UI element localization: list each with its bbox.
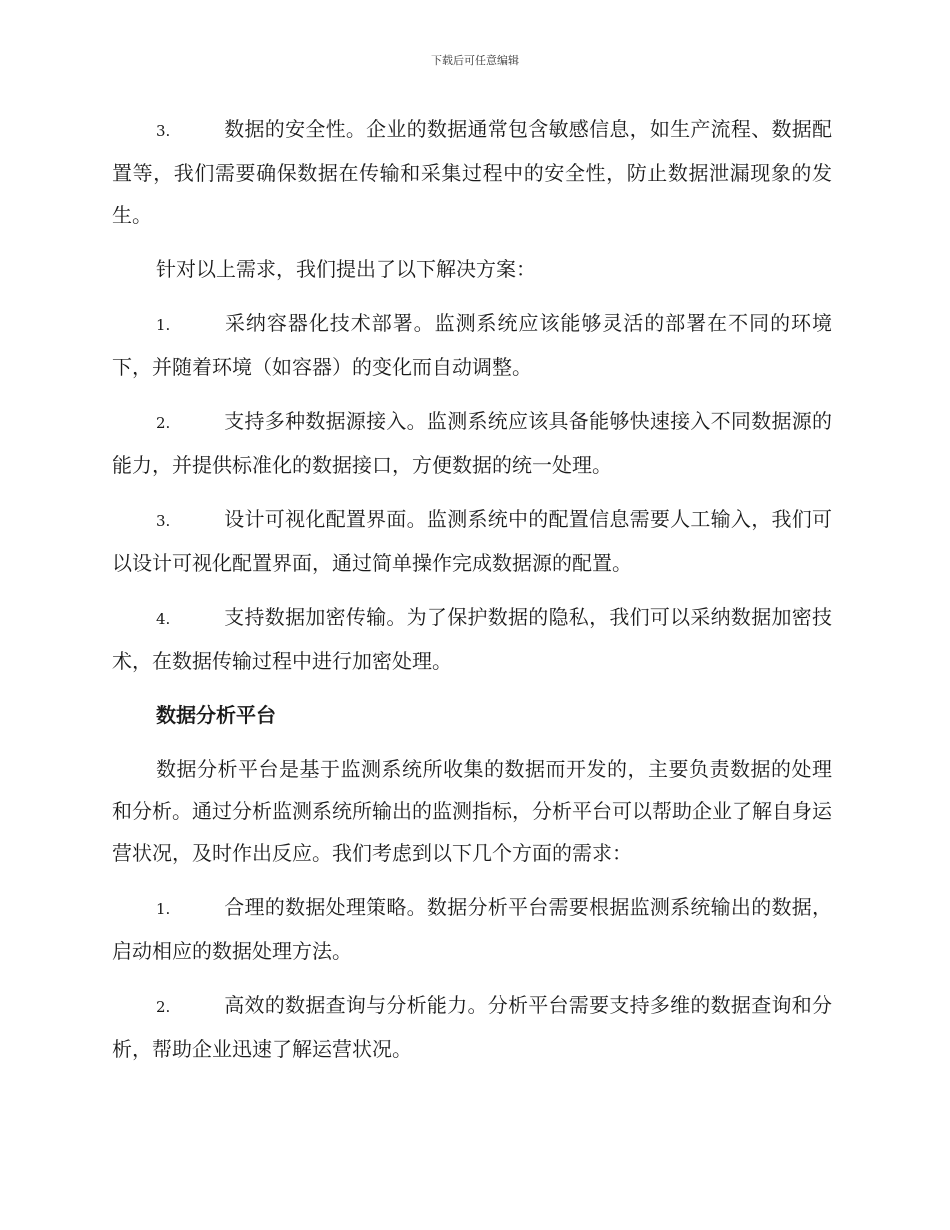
list-number: 4.: [156, 610, 171, 628]
list-item: [112, 108, 832, 236]
paragraph: 数据分析平台是基于监测系统所收集的数据而开发的，主要负责数据的处理和分析。通过分析监测系统所输出的监测指标，分析平台可以帮助企业了解自身运营状况，及时作出反应。我们考虑到以下几个方面的需求：: [112, 757, 832, 865]
list-number: 1.: [156, 316, 171, 334]
list-number: 2.: [156, 414, 171, 432]
list-item: [112, 498, 832, 584]
list-item-text: 支持多种数据源接入。监测系统应该具备能够快速接入不同数据源的能力，并提供标准化的数据接口，方便数据的统一处理。: [112, 409, 832, 477]
list-item: [112, 400, 832, 486]
list-item-text: 数据的安全性。企业的数据通常包含敏感信息，如生产流程、数据配置等，我们需要确保数据在传输和采集过程中的安全性，防止数据泄漏现象的发生。: [112, 117, 832, 227]
document-body: [112, 108, 832, 1082]
list-item-text: 支持数据加密传输。为了保护数据的隐私，我们可以采纳数据加密技术，在数据传输过程中进行加密处理。: [112, 605, 832, 673]
list-item-text: 采纳容器化技术部署。监测系统应该能够灵活的部署在不同的环境下，并随着环境（如容器）的变化而自动调整。: [112, 311, 832, 379]
list-number: 2.: [156, 998, 171, 1016]
list-item-text: 设计可视化配置界面。监测系统中的配置信息需要人工输入，我们可以设计可视化配置界面，通过简单操作完成数据源的配置。: [112, 507, 832, 575]
list-item: [112, 886, 832, 972]
list-number: 3.: [156, 122, 171, 140]
section-heading: 数据分析平台: [156, 703, 276, 727]
list-item: [112, 984, 832, 1070]
list-number: 1.: [156, 900, 171, 918]
paragraph: 针对以上需求，我们提出了以下解决方案：: [156, 257, 536, 281]
page-header: 下载后可任意编辑: [431, 54, 519, 67]
list-item-text: 高效的数据查询与分析能力。分析平台需要支持多维的数据查询和分析，帮助企业迅速了解运营状况。: [112, 993, 832, 1061]
list-item-text: 合理的数据处理策略。数据分析平台需要根据监测系统输出的数据，启动相应的数据处理方法。: [112, 895, 832, 963]
list-number: 3.: [156, 512, 171, 530]
list-item: [112, 596, 832, 682]
list-item: [112, 302, 832, 388]
